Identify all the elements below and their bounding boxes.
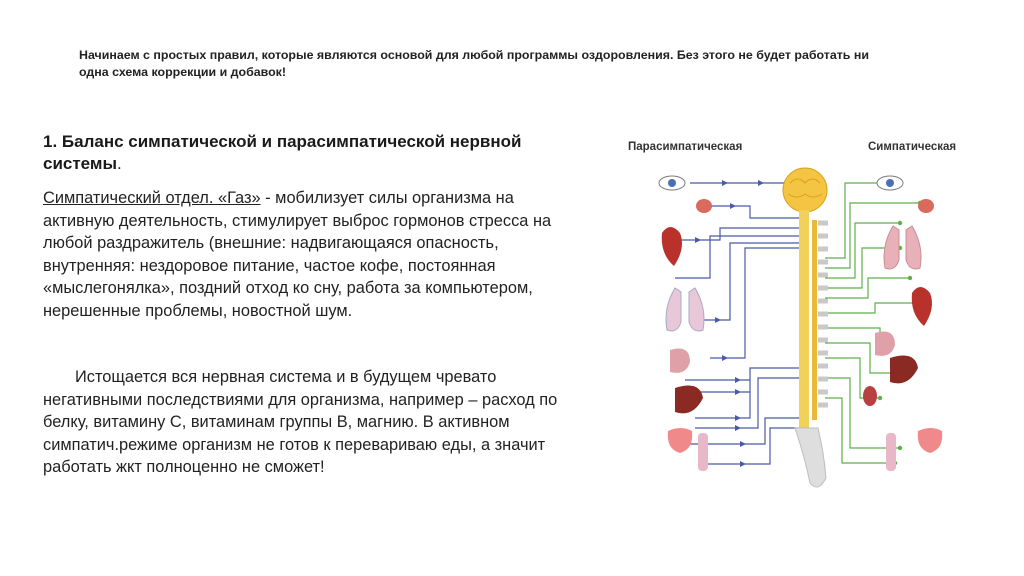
sympathetic-description: - мобилизует силы организма на активную деятельность, стимулирует выброс гормонов стресса на любой раздражитель (внешние: надвигающаяся опасность, внутренняя: нездоровое питание, частое кофе, постоянная «мыслегонялка», поздний отход ко сну, работа за компьютером, нерешенные проблемы, новостной шум. — [43, 189, 552, 320]
right-heart-icon — [912, 287, 932, 326]
sympathetic-nerves — [825, 183, 920, 463]
sympathetic-label: Симпатическая — [868, 141, 957, 153]
spinal-cord-icon — [795, 210, 828, 487]
left-bladder-icon — [668, 428, 693, 453]
left-stomach-icon — [670, 349, 690, 373]
left-liver-icon — [675, 386, 703, 414]
section-heading-end: . — [117, 154, 122, 173]
parasympathetic-arrows — [695, 180, 764, 467]
right-bladder-icon — [918, 428, 943, 453]
intro-text: Начинаем с простых правил, которые являются основой для любой программы оздоровления. Без этого не будет работать ни одна схема коррекции и добавок! — [79, 48, 869, 79]
sympathetic-paragraph — [43, 187, 588, 322]
brain-icon — [783, 168, 827, 212]
right-gland-icon — [918, 199, 934, 213]
left-heart-icon — [662, 227, 682, 266]
sympathetic-title: Симпатический отдел. «Газ» — [43, 189, 261, 207]
left-gland-icon — [696, 199, 712, 213]
section-heading-bold: 1. Баланс симпатической и парасимпатической нервной системы — [43, 132, 522, 173]
left-eye-icon — [659, 176, 685, 190]
section-heading — [43, 131, 583, 175]
consequences-paragraph — [43, 366, 588, 479]
left-intestine-icon — [698, 433, 708, 471]
left-lungs-icon — [666, 288, 704, 331]
right-kidney-icon — [863, 386, 877, 406]
right-eye-icon — [877, 176, 903, 190]
right-intestine-icon — [886, 433, 896, 471]
right-stomach-icon — [875, 332, 895, 356]
right-liver-icon — [890, 356, 918, 384]
parasympathetic-label: Парасимпатическая — [628, 141, 743, 153]
consequences-text: Истощается вся нервная система и в будущем чревато негативными последствиями для организма, например – расход по белку, витамину С, витаминам группы В, магнию. В активном симпатич.режиме организм не готов к перевариваю еды, а значит работать жкт полноценно не сможет! — [43, 368, 558, 476]
right-lungs-icon — [884, 226, 921, 269]
nervous-system-diagram — [600, 128, 980, 500]
